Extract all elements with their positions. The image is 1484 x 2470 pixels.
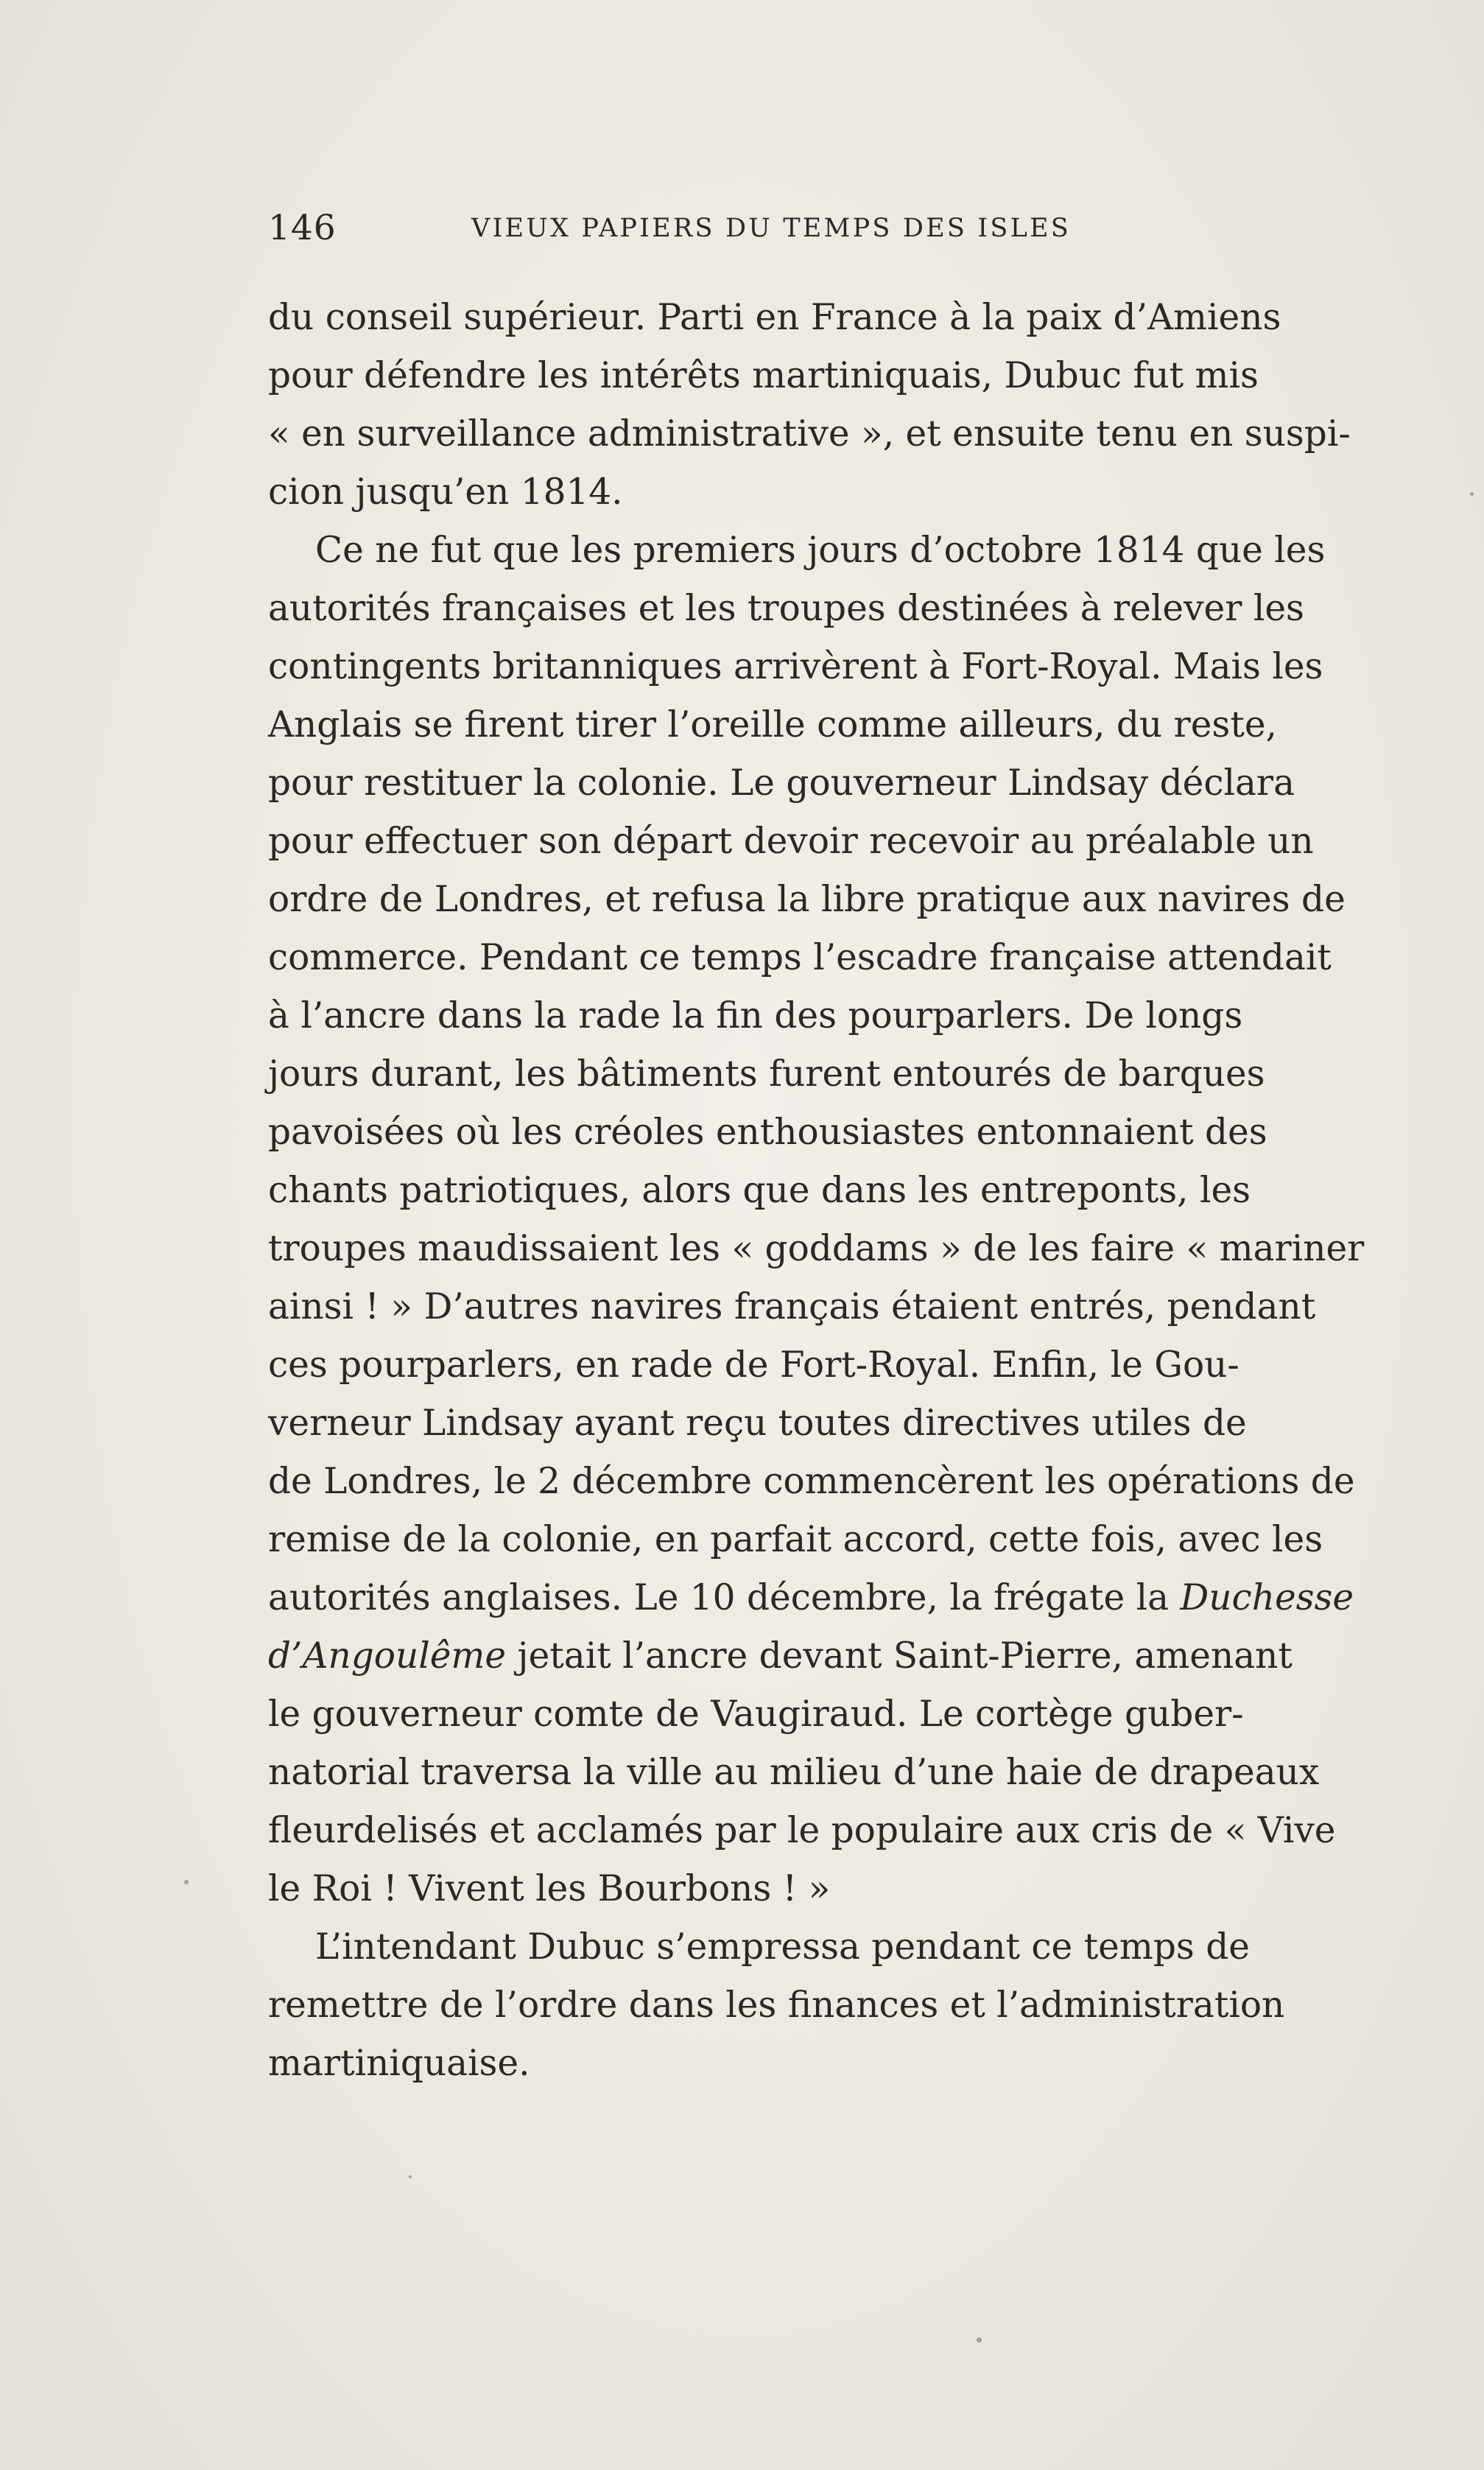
text-line: pour restituer la colonie. Le gouverneur Lindsay déclara [268, 762, 1295, 804]
ship-name-italic: d’Angoulême [268, 1635, 507, 1677]
text-fragment: jetait l’ancre devant Saint-Pierre, amenant [517, 1635, 1293, 1677]
body-text [268, 289, 1365, 2093]
text-line: du conseil supérieur. Parti en France à la paix d’Amiens [268, 297, 1281, 338]
running-title: VIEUX PAPIERS DU TEMPS DES ISLES [471, 214, 1071, 243]
text-line: ainsi ! » D’autres navires français étaient entrés, pendant [268, 1286, 1316, 1327]
text-line: jours durant, les bâtiments furent entourés de barques [268, 1053, 1265, 1095]
text-line: le Roi ! Vivent les Bourbons ! » [268, 1868, 831, 1909]
text-line: « en surveillance administrative », et ensuite tenu en suspi- [268, 413, 1351, 455]
text-line: contingents britanniques arrivèrent à Fort-Royal. Mais les [268, 646, 1323, 687]
paper-speck [1470, 492, 1474, 496]
text-line: verneur Lindsay ayant reçu toutes directives utiles de [268, 1403, 1247, 1444]
text-line: de Londres, le 2 décembre commencèrent les opérations de [268, 1461, 1355, 1502]
text-line: le gouverneur comte de Vaugiraud. Le cortège guber- [268, 1694, 1244, 1735]
text-line: pour effectuer son départ devoir recevoir au préalable un [268, 821, 1314, 862]
text-line: commerce. Pendant ce temps l’escadre française attendait [268, 937, 1332, 978]
text-line: troupes maudissaient les « goddams » de les faire « mariner [268, 1228, 1365, 1269]
text-line: autorités françaises et les troupes destinées à relever les [268, 588, 1304, 629]
text-line-with-italic [268, 1569, 1354, 1627]
text-line-with-italic [268, 1627, 1293, 1685]
text-line: natorial traversa la ville au milieu d’une haie de drapeaux [268, 1752, 1320, 1793]
page-number: 146 [268, 208, 337, 248]
text-line: L’intendant Dubuc s’empressa pendant ce temps de [315, 1926, 1250, 1968]
paper-speck [184, 1880, 189, 1884]
text-line: fleurdelisés et acclamés par le populaire aux cris de « Vive [268, 1810, 1336, 1851]
text-line: remise de la colonie, en parfait accord, cette fois, avec les [268, 1519, 1323, 1560]
text-line: ces pourparlers, en rade de Fort-Royal. Enfin, le Gou- [268, 1344, 1239, 1386]
text-line: Anglais se firent tirer l’oreille comme ailleurs, du reste, [268, 704, 1277, 745]
text-fragment: autorités anglaises. Le 10 décembre, la frégate la [268, 1577, 1169, 1618]
text-line: à l’ancre dans la rade la fin des pourparlers. De longs [268, 995, 1243, 1036]
paper-speck [409, 2175, 412, 2178]
ship-name-italic: Duchesse [1180, 1577, 1354, 1618]
text-line: ordre de Londres, et refusa la libre pratique aux navires de [268, 879, 1346, 920]
text-line: pavoisées où les créoles enthousiastes entonnaient des [268, 1112, 1267, 1153]
page-header [268, 208, 1223, 252]
text-line: chants patriotiques, alors que dans les entreponts, les [268, 1170, 1251, 1211]
text-line: cion jusqu’en 1814. [268, 471, 623, 513]
text-line: martiniquaise. [268, 2043, 530, 2084]
paper-speck [977, 2337, 982, 2343]
text-line: remettre de l’ordre dans les finances et l’administration [268, 1985, 1285, 2026]
text-line: Ce ne fut que les premiers jours d’octobre 1814 que les [315, 530, 1326, 571]
text-line: pour défendre les intérêts martiniquais, Dubuc fut mis [268, 355, 1259, 396]
